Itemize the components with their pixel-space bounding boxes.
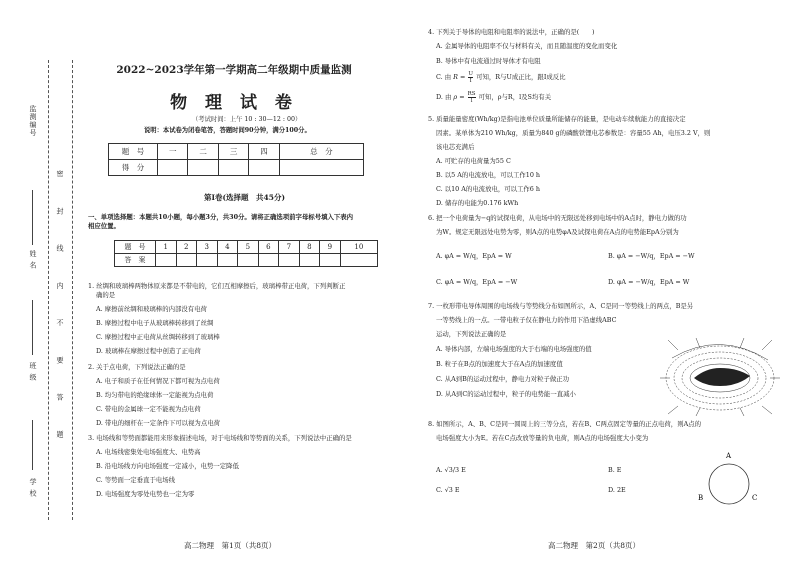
score-header-cell: 三 [218, 144, 248, 160]
part1-title: 第Ⅰ卷(选择题 共45分) [204, 193, 286, 202]
answer-cell[interactable] [156, 254, 177, 267]
question-1-stem: 1. 丝绸和玻璃棒两物体原来都是不带电的，它们互相摩擦后，玻璃棒带正电荷，下列判断正 [88, 282, 346, 290]
conductor-shape [694, 368, 750, 386]
answer-header-cell: 8 [299, 241, 320, 254]
answer-header-cell: 5 [238, 241, 259, 254]
circle [709, 464, 749, 504]
question-2-option-d: D. 带电的细杆在一定条件下可以视为点电荷 [96, 419, 220, 427]
question-3-stem: 3. 电场线和等势面都能用来形象描述电场，对于电场线和等势面的关系，下列说法中正确的是 [88, 434, 352, 442]
score-cell[interactable] [158, 160, 188, 176]
answer-cell[interactable] [197, 254, 218, 267]
answer-header-cell: 2 [176, 241, 197, 254]
point-c-label: C [752, 494, 758, 502]
question-7-stem: 7. 一枚形带电导体周围的电场线与等势线分布如图所示，A、C是同一等势线上的两点，B是另 [428, 302, 694, 310]
answer-cell[interactable] [340, 254, 377, 267]
question-6-stem: 6. 把一个电荷量为−q的试探电荷，从电场中的无限远处移到电场中的A点时，静电力做的功 [428, 214, 687, 222]
seal-dashed-line [48, 60, 49, 520]
answer-cell[interactable] [217, 254, 238, 267]
score-row-label: 得 分 [109, 160, 158, 176]
answer-cell[interactable] [320, 254, 341, 267]
section1-instruction: 一、单项选择题：本题共10小题，每小题3分，共30分。请将正确选项前字母标号填入下表内 [88, 213, 354, 221]
score-cell[interactable] [188, 160, 218, 176]
score-header-cell: 总 分 [279, 144, 363, 160]
question-8-option-d: D. 2E [608, 486, 626, 494]
question-4-stem: 4. 下列关于导体的电阻和电阻率的说法中，正确的是( ) [428, 28, 595, 36]
class-label: 班 级 [29, 362, 37, 382]
page-1 [84, 0, 414, 564]
question-6-option-b: B. φA = −W/q，EpA = −W [608, 252, 695, 260]
question-5-option-a: A. 可贮存的电荷量为55 C [436, 157, 511, 165]
score-cell[interactable] [279, 160, 363, 176]
answer-header-cell: 9 [320, 241, 341, 254]
question-5-stem-cont: 因素。某单体为210 Wh/kg，质量为840 g的磷酸铁锂电芯参数是：容量55 Ah，电压3.2 V，则 [436, 129, 711, 137]
question-2-option-c: C. 带电的金属球一定不能视为点电荷 [96, 405, 201, 413]
answer-cell[interactable] [299, 254, 320, 267]
question-1-option-c: C. 摩擦过程中正电荷从丝绸转移到了玻璃棒 [96, 333, 220, 341]
point-a-label: A [726, 452, 732, 460]
point-b-label: B [698, 494, 704, 502]
answer-cell[interactable] [258, 254, 279, 267]
question-5-option-c: C. 以10 A的电流放电，可以工作6 h [436, 185, 541, 193]
circle-figure [694, 448, 764, 510]
question-6-option-c: C. φA = W/q，EpA = −W [436, 278, 518, 286]
score-header-cell: 二 [188, 144, 218, 160]
class-underline [32, 300, 33, 355]
school-underline [32, 420, 33, 470]
question-2-stem: 2. 关于点电荷，下列说法正确的是 [88, 363, 186, 371]
question-6-stem-cont: 为W。规定无限远处电势为零，则A点的电势φA及试探电荷在A点的电势能EpA分别为 [436, 228, 679, 236]
seal-dashed-line-inner [72, 60, 73, 520]
score-header-cell: 四 [249, 144, 279, 160]
question-4-option-a: A. 金属导体的电阻率不仅与材料有关，而且随温度的变化而变化 [436, 42, 618, 50]
exam-no-label: 监测编号 [29, 105, 37, 137]
binding-margin [0, 0, 80, 564]
section1-instruction-cont: 相应位置。 [88, 222, 120, 230]
score-cell[interactable] [249, 160, 279, 176]
answer-table [114, 240, 378, 267]
score-table [108, 143, 364, 176]
name-label: 姓 名 [29, 250, 37, 270]
question-8-stem: 8. 如图所示，A、B、C是同一圆周上的三等分点，若在B、C两点固定等量的正点电荷，则A点的 [428, 420, 701, 428]
question-5-stem-cont2: 该电芯充满后 [436, 143, 475, 151]
question-1-option-b: B. 摩擦过程中电子从玻璃棒转移到了丝绸 [96, 319, 214, 327]
fraction-rs-over-l: $\frac{RS}{l}$ [467, 90, 476, 104]
question-5-stem: 5. 质量能量密度(Wh/kg)是指电池单位质量所能储存的能量，是电动车续航能力的直接决定 [428, 115, 686, 123]
question-1-option-a: A. 摩擦前丝绸和玻璃棒的内部没有电荷 [96, 305, 207, 313]
question-8-option-b: B. E [608, 466, 622, 474]
question-7-option-b: B. 粒子在B点的加速度大于在A点的加速度值 [436, 360, 563, 368]
seal-line-text: 密 封 线 内 不 要 答 题 [56, 170, 64, 452]
answer-header-cell: 6 [258, 241, 279, 254]
exam-title: 2022~2023学年第一学期高二年级期中质量监测 [116, 64, 352, 76]
question-6-option-d: D. φA = −W/q，EpA = W [608, 278, 690, 286]
question-1-stem-cont: 确的是 [96, 291, 116, 299]
question-4-option-c: C. 由 R = $\frac{U}{I}$ 可知，R与U成正比，跟I成反比 [436, 70, 566, 84]
page-1-footer: 高二物理 第1页（共8页） [184, 541, 277, 550]
question-2-option-b: B. 均匀带电的绝缘球体一定能视为点电荷 [96, 391, 214, 399]
answer-header-cell: 10 [340, 241, 377, 254]
answer-header-cell: 7 [279, 241, 300, 254]
answer-row-label: 答 案 [115, 254, 156, 267]
field-lines-figure [660, 338, 780, 416]
page-2 [428, 0, 790, 564]
question-6-option-a: A. φA = W/q，EpA = W [436, 252, 512, 260]
instruction: 说明：本试卷为闭卷笔答，答题时间90分钟，满分100分。 [144, 127, 311, 134]
question-1-option-d: D. 玻璃棒在摩擦过程中创造了正电荷 [96, 347, 201, 355]
question-7-option-a: A. 导体内部，左端电场强度的大于右端的电场强度的值 [436, 345, 592, 353]
fraction-u-over-i: $\frac{U}{I}$ [468, 70, 474, 84]
score-header-cell: 一 [158, 144, 188, 160]
score-cell[interactable] [218, 160, 248, 176]
answer-header-cell: 1 [156, 241, 177, 254]
score-header-cell: 题 号 [109, 144, 158, 160]
question-3-option-b: B. 沿电场线方向电场强度一定减小，电势一定降低 [96, 462, 239, 470]
question-5-option-b: B. 以5 A的电流放电，可以工作10 h [436, 171, 541, 179]
school-label: 学 校 [29, 478, 37, 498]
question-2-option-a: A. 电子和质子在任何情况下都可视为点电荷 [96, 377, 220, 385]
question-5-option-d: D. 储存的电能为0.176 kWh [436, 199, 519, 207]
question-3-option-c: C. 等势面一定垂直于电场线 [96, 476, 176, 484]
question-8-stem-cont: 电场强度大小为E。若在C点改放等量的负电荷，则A点的电场强度大小变为 [436, 434, 649, 442]
question-7-option-c: C. 从A到B的运动过程中，静电力对粒子做正功 [436, 375, 570, 383]
page-2-footer: 高二物理 第2页（共8页） [548, 541, 641, 550]
answer-cell[interactable] [279, 254, 300, 267]
answer-cell[interactable] [176, 254, 197, 267]
time-note: （考试时间：上午 10 : 30—12 : 00） [192, 116, 302, 123]
answer-header-cell: 题 号 [115, 241, 156, 254]
question-7-stem-cont2: 运动，下列说法正确的是 [436, 330, 507, 338]
question-8-option-a: A. √3/3 E [436, 466, 466, 474]
subject-title: 物 理 试 卷 [170, 93, 298, 113]
question-4-option-b: B. 导体中有电流通过时导体才有电阻 [436, 57, 541, 65]
question-7-stem-cont: 一等势线上的一点。一带电粒子仅在静电力的作用下沿虚线ABC [436, 316, 617, 324]
name-underline [32, 190, 33, 245]
question-4-option-d: D. 由 ρ = $\frac{RS}{l}$ 可知，ρ与R，l及S均有关 [436, 90, 552, 104]
question-8-option-c: C. √3 E [436, 486, 460, 494]
question-3-option-a: A. 电场线密集处电场强度大、电势高 [96, 448, 201, 456]
question-3-option-d: D. 电场强度为零处电势也一定为零 [96, 490, 195, 498]
question-7-option-d: D. 从A到C的运动过程中，粒子的电势能一直减小 [436, 390, 576, 398]
answer-header-cell: 3 [197, 241, 218, 254]
answer-cell[interactable] [238, 254, 259, 267]
answer-header-cell: 4 [217, 241, 238, 254]
